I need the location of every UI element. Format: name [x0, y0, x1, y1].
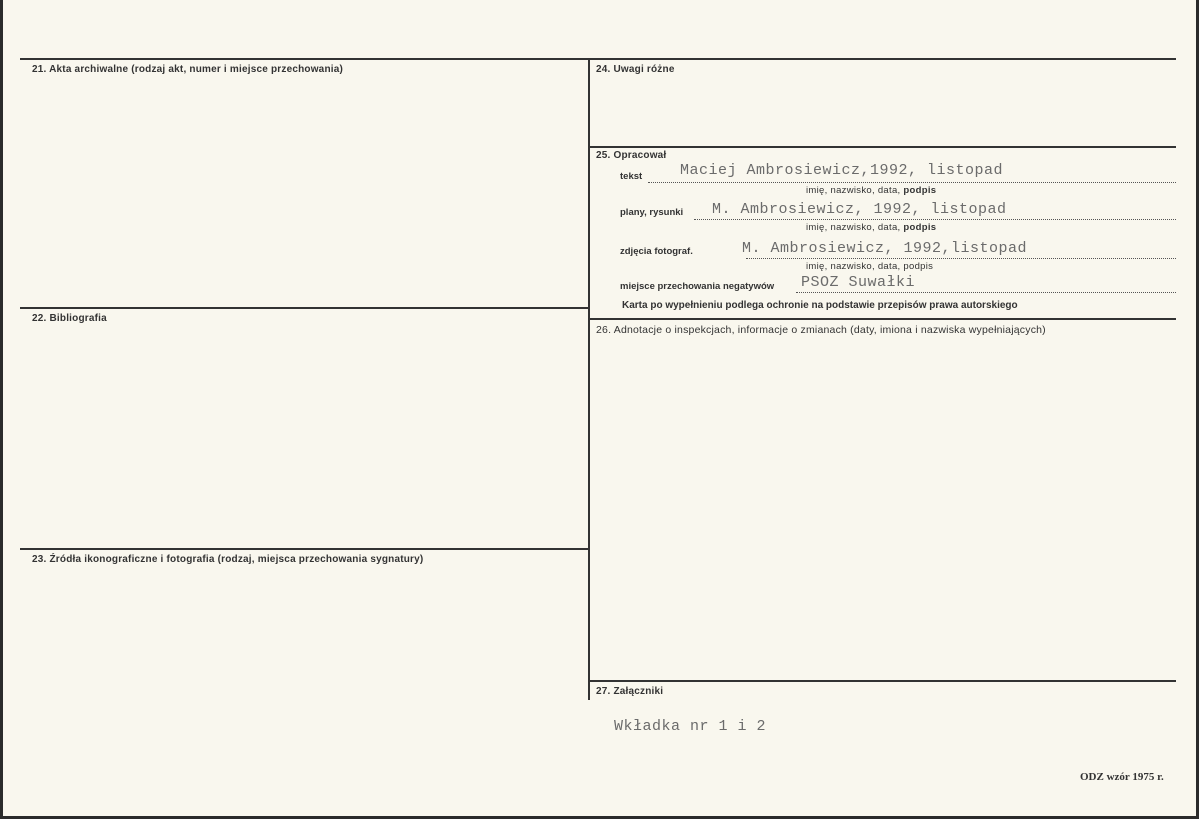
form-template-footer: ODZ wzór 1975 r.: [1080, 771, 1164, 783]
author-plans-label: plany, rysunki: [620, 207, 684, 218]
section-23-label: 23. Źródła ikonograficzne i fotografia (rodzaj, miejsca przechowania sygnatury): [32, 554, 424, 565]
section-26-label: 26. Adnotacje o inspekcjach, informacje o zmianach (daty, imiona i nazwiska wypełniających): [596, 324, 1046, 336]
author-plans-hint: [806, 222, 936, 233]
card-edge-left: [0, 0, 3, 819]
top-rule: [20, 58, 1176, 60]
rule-25-26: [590, 318, 1176, 320]
attachments-value: Wkładka nr 1 i 2: [614, 718, 767, 735]
section-27-label: 27. Załączniki: [596, 686, 664, 697]
author-photos-line: [746, 258, 1176, 259]
author-text-hint: [806, 185, 936, 196]
section-21-label: 21. Akta archiwalne (rodzaj akt, numer i miejsce przechowania): [32, 64, 344, 75]
section-24-label: 24. Uwagi różne: [596, 64, 675, 75]
center-divider: [588, 58, 590, 700]
author-plans-line: [694, 219, 1176, 220]
author-text-value: Maciej Ambrosiewicz,1992, listopad: [680, 162, 1004, 179]
section-25-label: 25. Opracował: [596, 150, 667, 161]
negatives-line: [796, 292, 1176, 293]
author-plans-hint-normal: imię, nazwisko, data,: [806, 222, 904, 233]
author-text-line: [648, 182, 1176, 183]
rule-21-22: [20, 307, 588, 309]
section-22-label: 22. Bibliografia: [32, 313, 107, 324]
negatives-value: PSOZ Suwałki: [801, 274, 916, 291]
author-photos-value: M. Ambrosiewicz, 1992,listopad: [742, 240, 1028, 257]
author-photos-label: zdjęcia fotograf.: [620, 246, 693, 257]
author-text-hint-bold: podpis: [903, 185, 937, 196]
author-plans-value: M. Ambrosiewicz, 1992, listopad: [712, 201, 1007, 218]
author-plans-hint-bold: podpis: [903, 222, 937, 233]
author-photos-hint: imię, nazwisko, data, podpis: [806, 261, 934, 272]
author-text-hint-normal: imię, nazwisko, data,: [806, 185, 904, 196]
negatives-label: miejsce przechowania negatywów: [620, 281, 775, 292]
rule-22-23: [20, 548, 588, 550]
rule-24-25: [590, 146, 1176, 148]
author-text-label: tekst: [620, 171, 643, 182]
rule-26-27: [590, 680, 1176, 682]
copyright-note: Karta po wypełnieniu podlega ochronie na podstawie przepisów prawa autorskiego: [622, 300, 1018, 311]
